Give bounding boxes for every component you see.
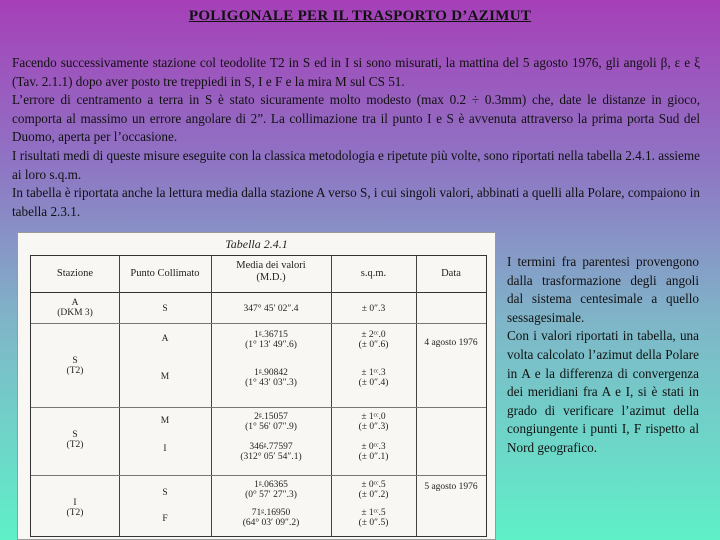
table-cell-punto: F [162, 514, 168, 524]
table-caption: Tabella 2.4.1 [225, 237, 288, 251]
side-paragraph: I termini fra parentesi provengono dalla trasformazione degli angoli dal sistema centesimale a quello sessagesimale. [507, 254, 699, 325]
table-cell-sqm: ± 1ᶜᶜ.5 (± 0″.5) [358, 508, 389, 528]
table-cell-media: 1ᵍ.06365 (0° 57′ 27″.3) [245, 480, 297, 500]
table-cell-media: 71ᵍ.16950 (64° 03′ 09″.2) [242, 508, 300, 528]
side-note [507, 253, 699, 458]
table-cell-punto: S [162, 488, 168, 498]
header-stazione: Stazione [56, 268, 94, 279]
table-cell-data: 4 agosto 1976 [424, 338, 478, 348]
table-cell-sqm: ± 0″.3 [361, 304, 386, 314]
table-cell-punto: I [163, 444, 167, 454]
data-table [30, 255, 487, 537]
table-scan-image [17, 232, 496, 540]
side-paragraph: Con i valori riportati in tabella, una volta calcolato l’azimut della Polare in A e la differenza di convergenza dei meridiani fra A e I, si è stati in grado di verificare l’azimut della congiungente i punti I, F rispetto al Nord geografico. [507, 328, 699, 455]
table-cell-stazione: S (T2) [66, 430, 84, 450]
table-cell-media: 1ᵍ.90842 (1° 43′ 03″.3) [245, 368, 297, 388]
table-cell-data: 5 agosto 1976 [424, 482, 478, 492]
table-cell-sqm: ± 1ᶜᶜ.3 (± 0″.4) [358, 368, 389, 388]
table-cell-sqm: ± 0ᶜᶜ.3 (± 0″.1) [358, 442, 389, 462]
page-title: POLIGONALE PER IL TRASPORTO D’AZIMUT [188, 8, 532, 24]
table-cell-media: 347° 45′ 02″.4 [243, 304, 299, 314]
header-punto-collimato: Punto Collimato [130, 268, 200, 279]
table-cell-punto: M [160, 372, 170, 382]
table-cell-stazione: I (T2) [66, 498, 84, 518]
paragraph: Facendo successivamente stazione col teodolite T2 in S ed in I si sono misurati, la mattina del 5 agosto 1976, gli angoli β, ε e ξ (Tav. 2.1.1) dopo aver posto tre treppiedi in S, I e F e la mira M sul CS 51. [12, 55, 700, 89]
table-cell-sqm: ± 2ᶜᶜ.0 (± 0″.6) [358, 330, 389, 350]
table-cell-punto: S [162, 304, 168, 314]
table-cell-punto: A [161, 334, 169, 344]
table-cell-sqm: ± 1ᶜᶜ.0 (± 0″.3) [358, 412, 389, 432]
table-cell-media: 1ᵍ.36715 (1° 13′ 49″.6) [245, 330, 297, 350]
body-text [12, 54, 700, 221]
table-cell-stazione: A (DKM 3) [57, 298, 93, 318]
header-sqm: s.q.m. [360, 268, 387, 279]
table-cell-media: 346ᵍ.77597 (312° 05′ 54″.1) [240, 442, 302, 462]
paragraph: I risultati medi di queste misure eseguite con la classica metodologia e ripetute più volte, sono riportati nella tabella 2.4.1. assieme ai loro s.q.m. [12, 147, 700, 182]
table-cell-media: 2ᵍ.15057 (1° 56′ 07″.9) [245, 412, 297, 432]
paragraph: L’errore di centramento a terra in S è stato sicuramente molto modesto (max 0.2 ÷ 0.3mm) che, date le distanze in gioco, comporta al massimo un errore angolare di 2”. La collimazione tra il punto I e S è avvenuta attraverso la prima porta Sud del Duomo, aperta per l’occasione. [12, 92, 700, 145]
paragraph: In tabella è riportata anche la lettura media dalla stazione A verso S, i cui singoli valori, abbinati a quelli alla Polare, compaiono in tabella 2.3.1. [12, 185, 700, 219]
table-cell-stazione: S (T2) [66, 356, 84, 376]
table-cell-sqm: ± 0ᶜᶜ.5 (± 0″.2) [358, 480, 389, 500]
table-cell-punto: M [160, 416, 170, 426]
header-media-valori: Media dei valori (M.D.) [236, 260, 306, 283]
header-data: Data [441, 268, 461, 279]
